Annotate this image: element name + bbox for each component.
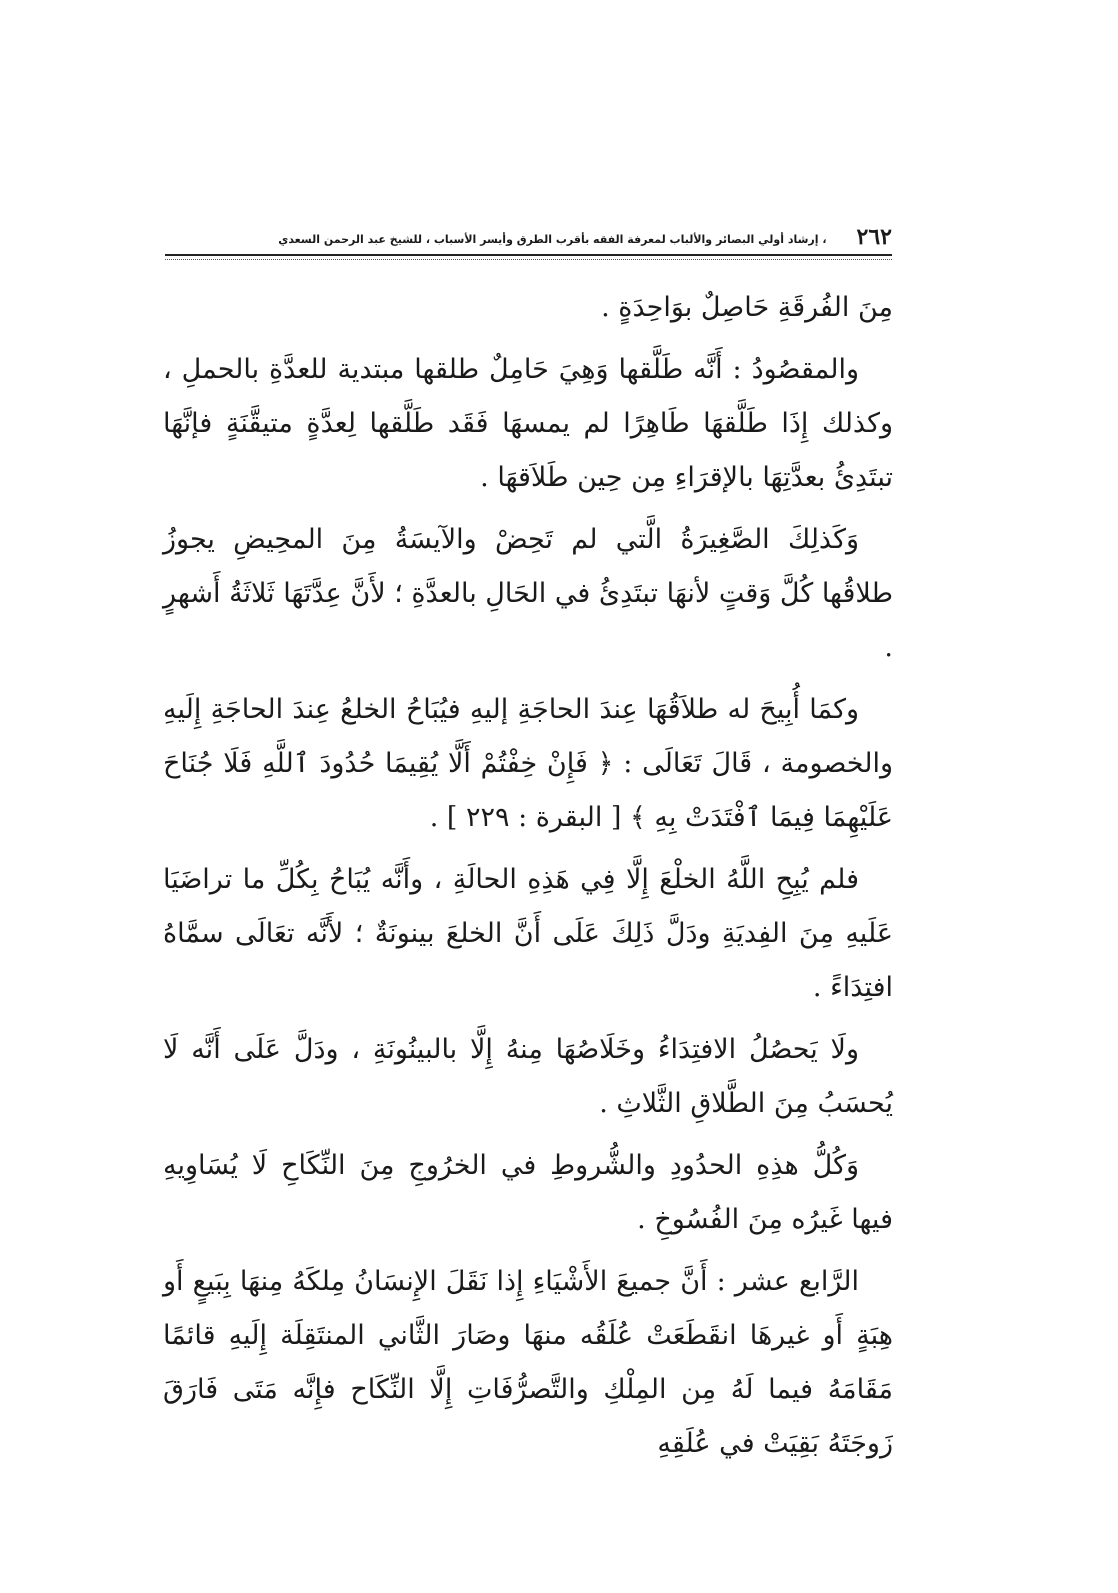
page-body: [163, 281, 893, 1479]
header-divider: [165, 254, 892, 256]
paragraph-8: الرَّابع عشر : أَنَّ جميعَ الأَشْيَاءِ إِذا نَقَلَ الإِنسَانُ مِلكَهُ مِنهَا بِبَيعٍ أَو هِبَةٍ أَو غيرهَا انقَطَعَتْ عُلَقُه منهَا وصَارَ الثَّاني المنتَقِلَة إِلَيهِ قائمًا مَقَامَهُ فيما لَهُ مِن المِلْكِ والتَّصرُّفَاتِ إِلَّا النِّكَاح فإِنَّه مَتَى فَارَقَ زَوجَتَهُ بَقِيَتْ في عُلَقِهِ: [163, 1266, 893, 1459]
paragraph-6: ولَا يَحصُلُ الافتِدَاءُ وخَلَاصُهَا مِنهُ إِلَّا بالبينُونَةِ ، ودَلَّ عَلَى أَنَّه لَا يُحسَبُ مِنَ الطَّلاقِ الثَّلاثِ .: [163, 1034, 893, 1119]
running-title: ، إرشاد أولي البصائر والألباب لمعرفة الفقه بأقرب الطرق وأيسر الأسباب ، للشيخ عبد الرحمن السعدي: [278, 233, 827, 246]
page-number: ٢٦٢: [856, 224, 892, 250]
paragraph-4: وكمَا أُبِيحَ له طلاَقُهَا عِندَ الحاجَةِ إليهِ فيُبَاحُ الخلعُ عِندَ الحاجَةِ إِلَيهِ والخصومة ، قَالَ تَعَالَى : ﴿ فَإِنْ خِفْتُمْ أَلَّا يُقِيمَا حُدُودَ ٱللَّهِ فَلَا جُنَاحَ عَلَيْهِمَا فِيمَا ٱفْتَدَتْ بِهِ ﴾ [ البقرة : ٢٢٩ ] .: [163, 694, 893, 833]
paragraph-7: وَكُلُّ هذِهِ الحدُودِ والشُّروطِ في الخرُوجِ مِنَ النِّكَاحِ لَا يُسَاوِيهِ فيها غَيرُه مِنَ الفُسُوخِ .: [163, 1150, 893, 1235]
paragraph-1: مِنَ الفُرقَةِ حَاصِلٌ بوَاحِدَةٍ .: [601, 292, 893, 323]
paragraph-3: وَكَذلِكَ الصَّغِيرَةُ الَّتي لم تَحِضْ والآيسَةُ مِنَ المحِيضِ يجوزُ طلاقُها كُلَّ وَقتٍ لأنهَا تبتَدِئُ في الحَالِ بالعدَّةِ ؛ لأَنَّ عِدَّتَهَا ثَلاثَةُ أَشهرٍ .: [163, 524, 893, 663]
page-header: [165, 218, 892, 248]
header-divider-dotted: [165, 259, 892, 260]
paragraph-2: والمقصُودُ : أَنَّه طَلَّقها وَهِيَ حَامِلٌ طلقها مبتدية للعدَّةِ بالحملِ ، وكذلك إِذَا طَلَّقهَا طَاهِرًا لم يمسهَا فَقَد طَلَّقها لِعدَّةٍ متيقَّنَةٍ فإنَّهَا تبتَدِئُ بعدَّتِهَا بالإقرَاءِ مِن حِين طَلاَقهَا .: [163, 354, 893, 493]
paragraph-5: فلم يُبِحِ اللَّهُ الخلْعَ إِلَّا فِي هَذِهِ الحالَةِ ، وأَنَّه يُبَاحُ بِكُلِّ ما تراضَيَا عَلَيهِ مِنَ الفِديَةِ ودَلَّ ذَلِكَ عَلَى أَنَّ الخلعَ بينونَةٌ ؛ لأَنَّه تعَالَى سمَّاهُ افتِدَاءً .: [163, 864, 893, 1003]
